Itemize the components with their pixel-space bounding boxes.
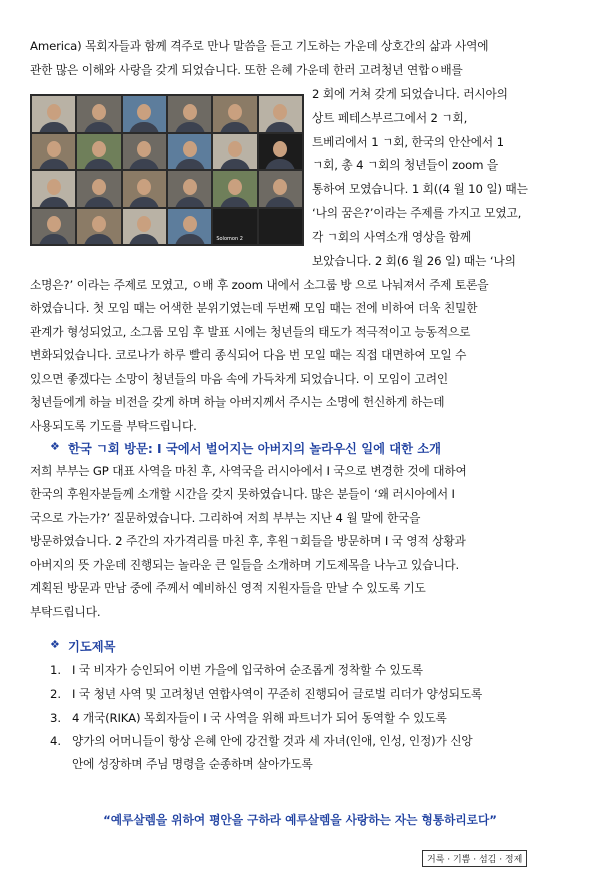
wrap-line-4: ㄱ회, 총 4 ㄱ회의 청년들이 zoom 을 [312,158,499,172]
section1-line-1: 저희 부부는 GP 대표 사역을 마친 후, 사역국을 러시아에서 I 국으로 변경한 것에 대하여 [30,464,467,478]
section1-line-7: 부탁드립니다. [30,605,101,619]
prayer-item-1-text: I 국 비자가 승인되어 이번 가을에 입국하여 순조롭게 정착할 수 있도록 [72,663,423,677]
participant-name-label: Solomon 2 [216,236,243,242]
zoom-meeting-photo [30,94,304,246]
wrap-line-7: 각 ㄱ회의 사역소개 영상을 함께 [312,230,472,244]
wrap-line-3: 트베리에서 1 ㄱ회, 한국의 안산에서 1 [312,135,504,149]
intro-line-1: America) 목회자들과 함께 격주로 만나 말씀을 듣고 기도하는 가운데 상호간의 삶과 사역에 [30,39,489,53]
prayer-item-4-text-1: 양가의 어머니들이 항상 은혜 안에 강건할 것과 세 자녀(인애, 인성, 인정)가 신앙 [72,734,473,748]
body-line-5: 있으면 좋겠다는 소망이 청년들의 마음 속에 가득차게 되었습니다. 이 모임이 고려인 [30,372,448,386]
section1-line-3: 국으로 가는가?’ 질문하였습니다. 그리하여 저희 부부는 지난 4 월 말에 한국을 [30,511,421,525]
section1-line-5: 아버지의 뜻 가운데 진행되는 놀라운 큰 일들을 소개하며 기도제목을 나누고 있습니다. [30,558,460,572]
motto-stamp: 거룩 · 기쁨 · 섬김 · 정제 [422,850,527,867]
section1-line-4: 방문하였습니다. 2 주간의 자가격리를 마친 후, 후원ㄱ회들을 방문하며 I 국 영적 상황과 [30,534,466,548]
prayer-item-3-text: 4 개국(RIKA) 목회자들이 I 국 사역을 위해 파트너가 되어 동역할 수 있도록 [72,711,447,725]
body-line-3: 관계가 형성되었고, 소그룹 모임 후 발표 시에는 청년들의 태도가 적극적이고 능동적으로 [30,325,471,339]
prayer-item-3-number: 3. [50,711,62,725]
intro-line-2: 관한 많은 이해와 사랑을 갖게 되었습니다. 또한 은혜 가운데 한러 고려청년 연합ㅇ배를 [30,63,463,77]
section2-bullet-icon: ❖ [50,638,60,651]
body-line-1: 소명은?’ 이라는 주제로 모였고, ㅇ배 후 zoom 내에서 소그룹 방 으로 나눠져서 주제 토론을 [30,278,489,292]
prayer-item-2-number: 2. [50,687,62,701]
body-line-7: 사용되도록 기도를 부탁드립니다. [30,419,197,433]
prayer-item-4-number: 4. [50,734,62,748]
section2-heading: 기도제목 [68,640,116,654]
wrap-line-1: 2 회에 거쳐 갖게 되었습니다. 러시아의 [312,87,508,101]
closing-scripture-quote: “예루살렘을 위하여 평안을 구하라 예루살렘을 사랑하는 자는 형통하리로다” [103,813,497,827]
section1-heading: 한국 ㄱ회 방문: I 국에서 벌어지는 아버지의 놀라우신 일에 대한 소개 [68,442,442,456]
section1-line-6: 계획된 방문과 만남 중에 주께서 예비하신 영적 지원자들을 만날 수 있도록 기도 [30,581,426,595]
wrap-line-2: 상트 페테스부르그에서 2 ㄱ회, [312,111,468,125]
body-line-4: 변화되었습니다. 코로나가 하루 빨리 종식되어 다음 번 모일 때는 직접 대면하여 모일 수 [30,348,467,362]
prayer-item-1-number: 1. [50,663,62,677]
wrap-line-8: 보았습니다. 2 회(6 월 26 일) 때는 ‘나의 [312,254,516,268]
prayer-item-4-text-2: 안에 성장하며 주님 명령을 순종하며 살아가도록 [72,757,313,771]
body-line-6: 청년들에게 하늘 비전을 갖게 하며 하늘 아버지께서 주시는 소명에 헌신하게 하는데 [30,395,445,409]
wrap-line-6: ‘나의 꿈은?’이라는 주제를 가지고 모였고, [312,206,522,220]
section1-bullet-icon: ❖ [50,440,60,453]
wrap-line-5: 통하여 모였습니다. 1 회((4 월 10 일) 때는 [312,182,528,196]
section1-line-2: 한국의 후원자분들께 소개할 시간을 갖지 못하였습니다. 많은 분들이 ‘왜 러시아에서 I [30,487,455,501]
body-line-2: 하였습니다. 첫 모임 때는 어색한 분위기였는데 두번째 모임 때는 전에 비하여 더욱 친밀한 [30,301,478,315]
prayer-item-2-text: I 국 청년 사역 및 고려청년 연합사역이 꾸준히 진행되어 글로벌 리더가 양성되도록 [72,687,483,701]
